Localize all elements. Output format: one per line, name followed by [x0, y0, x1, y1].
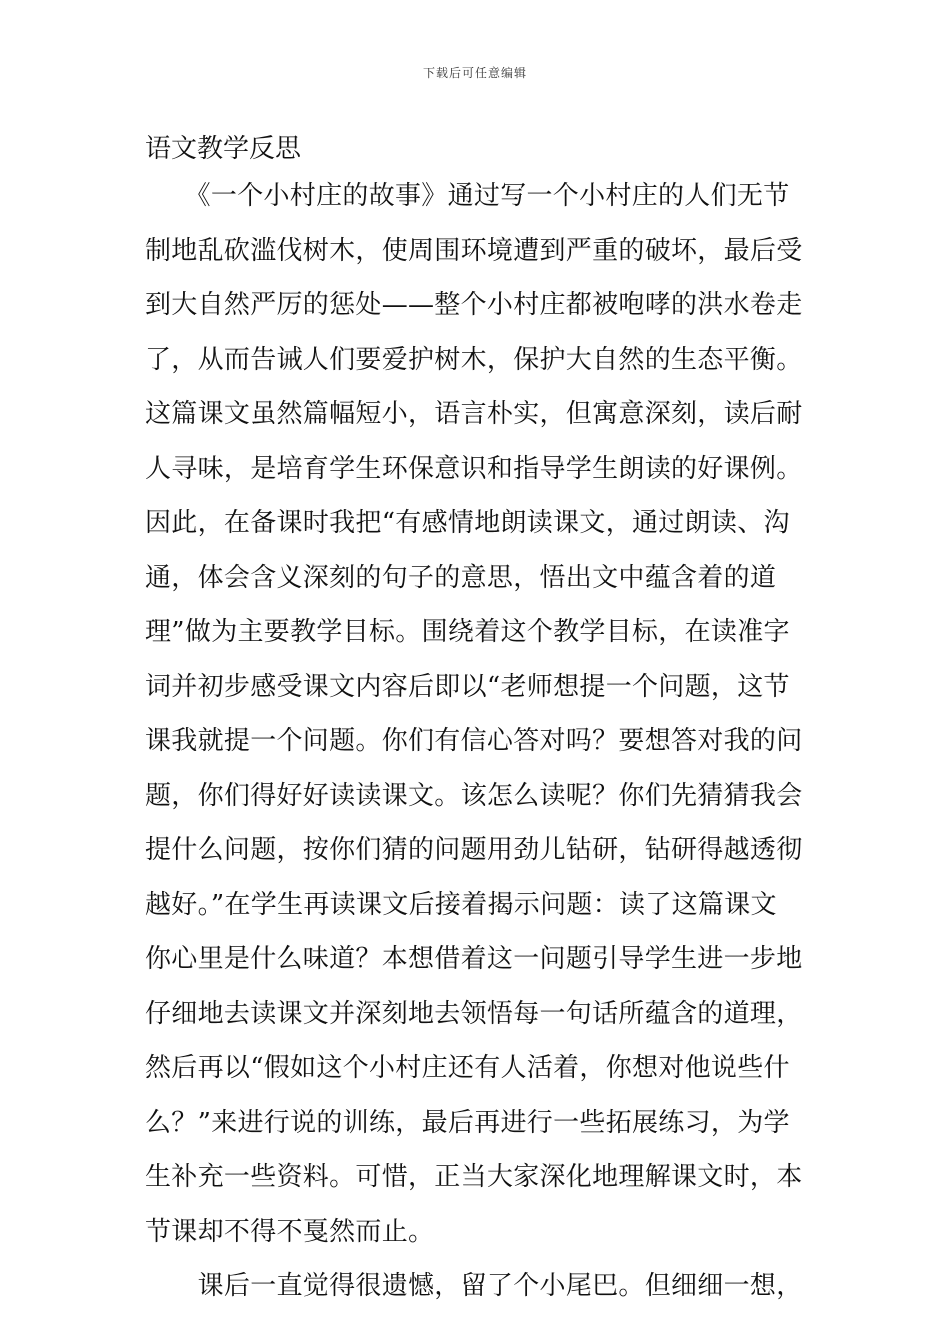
- paragraph-2: [145, 1267, 825, 1322]
- text-line: 通，体会含义深刻的句子的意思，悟出文中蕴含着的道: [145, 562, 777, 593]
- text-line: 制地乱砍滥伐树木，使周围环境遭到严重的破坏，最后受: [145, 235, 803, 266]
- text-line: 词并初步感受课文内容后即以“老师想提一个问题，这节: [145, 671, 790, 702]
- paragraph-1: [145, 177, 825, 1267]
- text-line: 么？”来进行说的训练，最后再进行一些拓展练习，为学: [145, 1107, 790, 1138]
- text-line: 越好。”在学生再读课文后接着揭示问题：读了这篇课文: [145, 889, 777, 920]
- text-line: 理”做为主要教学目标。围绕着这个教学目标，在读准字: [145, 617, 790, 647]
- text-line: 《一个小村庄的故事》通过写一个小村庄的人们无节: [145, 181, 790, 211]
- header-note: 下载后可任意编辑: [422, 66, 527, 80]
- text-line: 到大自然严厉的惩处——整个小村庄都被咆哮的洪水卷走: [145, 290, 803, 320]
- text-line: 生补充一些资料。可惜，正当大家深化地理解课文时，本: [145, 1162, 803, 1192]
- document-title: 语文教学反思: [145, 134, 302, 164]
- text-line: 你心里是什么味道？本想借着这一问题引导学生进一步地: [145, 944, 803, 974]
- text-line: 因此，在备课时我把“有感情地朗读课文，通过朗读、沟: [145, 508, 790, 538]
- text-line: 节课却不得不戛然而止。: [145, 1216, 435, 1247]
- text-line: 了，从而告诫人们要爱护树木，保护大自然的生态平衡。: [145, 344, 803, 375]
- text-line: 提什么问题，按你们猜的问题用劲儿钻研，钻研得越透彻: [145, 835, 803, 865]
- document-body: [145, 177, 825, 1322]
- text-line: 课我就提一个问题。你们有信心答对吗？要想答对我的问: [145, 726, 803, 756]
- text-line: 人寻味，是培育学生环保意识和指导学生朗读的好课例。: [145, 453, 803, 484]
- text-line: 然后再以“假如这个小村庄还有人活着，你想对他说些什: [145, 1053, 790, 1083]
- text-line: 题，你们得好好读读课文。该怎么读呢？你们先猜猜我会: [145, 780, 803, 811]
- text-line: 课后一直觉得很遗憾，留了个小尾巴。但细细一想，: [145, 1271, 803, 1301]
- text-line: 这篇课文虽然篇幅短小，语言朴实，但寓意深刻，读后耐: [145, 399, 803, 429]
- text-line: 仔细地去读课文并深刻地去领悟每一句话所蕴含的道理，: [145, 998, 803, 1029]
